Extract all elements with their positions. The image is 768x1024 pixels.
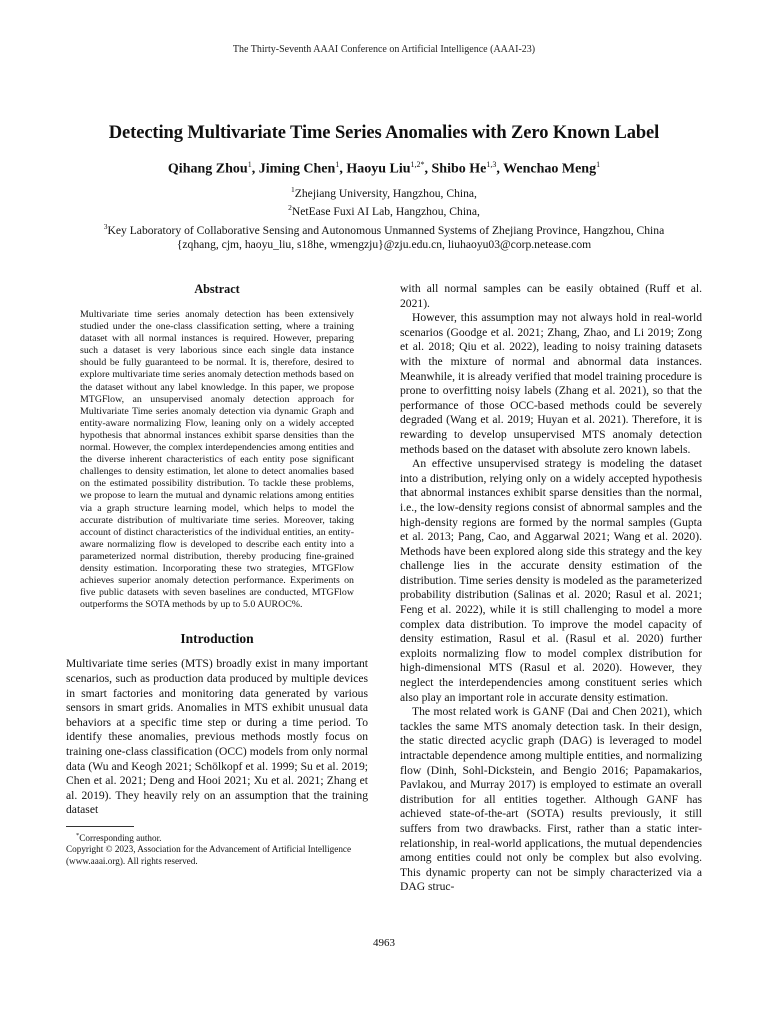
author-affiliation-mark: 1 <box>247 160 252 169</box>
author-name: Jiming Chen <box>258 161 336 177</box>
author-separator: , <box>496 161 504 177</box>
author-separator: , <box>251 161 259 177</box>
author-affiliation-mark: 1,3 <box>486 160 497 169</box>
affiliation-2: $^2$NetEase Fuxi AI Lab, Hangzhou, China, <box>288 203 480 219</box>
author-name: Wenchao Meng <box>503 161 597 177</box>
author-separator: , <box>339 161 347 177</box>
left-column <box>66 282 368 867</box>
corresponding-author-note: *Corresponding author. <box>76 831 162 843</box>
author-affiliation-mark: 1 <box>335 160 340 169</box>
author-name: Shibo He <box>431 161 487 177</box>
paper-title: Detecting Multivariate Time Series Anomalies with Zero Known Label <box>108 123 660 143</box>
body-paragraph: with all normal samples can be easily obtained (Ruff et al. 2021). <box>400 282 702 310</box>
introduction-paragraph: Multivariate time series (MTS) broadly exist in many important scenarios, such as production data produced by multiple devices in smart factories and monitoring data generated by various sensors in smart grids. Anomalies in MTS exhibit unusual data behaviors at a specific time step or during a time period. To identify these anomalies, previous methods mostly focus on training one-class classification (OCC) models from only normal data (Wu and Keogh 2021; Schölkopf et al. 1999; Su et al. 2019; Chen et al. 2021; Deng and Hooi 2021; Xu et al. 2021; Zhang et al. 2019). They heavily rely on an assumption that the training dataset <box>66 657 368 817</box>
right-column <box>400 282 702 895</box>
author-list <box>0 160 768 178</box>
introduction-heading: Introduction <box>180 631 254 647</box>
body-paragraph: The most related work is GANF (Dai and Chen 2021), which tackles the same MTS anomaly detection task. In their design, the static directed acyclic graph (DAG) is leveraged to model intractable dependence among multiple entities, and normalizing flow (Dinh, Sohl-Dickstein, and Bengio 2016; Papamakarios, Pavlakou, and Murray 2017) is employed to estimate an overall distribution for all entities together. Although GANF has achieved state-of-the-art (SOTA) results previously, it still suffers from two drawbacks. First, rather than a static inter-relationship, in real-world applications, the mutual dependencies among entities could not only be complex but also evolving. This dynamic property can not be simply characterized via a DAG struc- <box>400 705 702 894</box>
abstract-text: Multivariate time series anomaly detection has been extensively studied under the one-class classification setting, where a training dataset with all normal instances is required. However, preparing such a dataset is very laborious since each single data instance should be fully guaranteed to be normal. It is, therefore, desired to explore multivariate time series anomaly detection methods based on the dataset without any label knowledge. In this paper, we propose MTGFlow, an unsupervised anomaly detection approach for Multivariate Time series anomaly detection via dynamic Graph and entity-aware normalizing Flow, leaning only on a widely accepted hypothesis that abnormal instances exhibit sparse densities than the normal. However, the complex interdependencies among entities and the diverse inherent characteristics of each entity pose significant challenges to density estimation, let alone to detect anomalies based on the estimated possibility distribution. To tackle these problems, we propose to learn the mutual and dynamic relations among entities via a graph structure learning model, which helps to model the accurate distribution of multivariate time series. Moreover, taking account of distinct characteristics of the individual entities, an entity-aware normalizing flow is developed to describe each entity into a parameterized normal distribution, thereby producing fine-grained density estimation. Incorporating these two strategies, MTGFlow achieves superior anomaly detection performance. Experiments on five public datasets with seven baselines are conducted, MTGFlow outperforms the SOTA methods by up to 5.0 AUROC%. <box>80 309 354 611</box>
author-affiliation-mark: 1 <box>596 160 601 169</box>
abstract-heading: Abstract <box>194 282 240 296</box>
author-separator: , <box>424 161 432 177</box>
author-name: Haoyu Liu <box>346 161 411 177</box>
affiliations <box>0 183 768 253</box>
affiliation-1: $^1$Zhejiang University, Hangzhou, China, <box>291 185 477 200</box>
conference-header: The Thirty-Seventh AAAI Conference on Artificial Intelligence (AAAI-23) <box>232 44 536 55</box>
author-emails: {zqhang, cjm, haoyu_liu, s18he, wmengzju}@zju.edu.cn, liuhaoyu03@corp.netease.com <box>176 238 592 252</box>
author-affiliation-mark: 1,2* <box>410 160 425 169</box>
author-name: Qihang Zhou <box>167 161 248 177</box>
copyright-note: Copyright © 2023, Association for the Advancement of Artificial Intelligence (www.aaai.org). All rights reserved. <box>66 844 352 866</box>
footnote-divider <box>66 826 134 827</box>
page-number: 4963 <box>373 937 395 949</box>
body-paragraph: However, this assumption may not always hold in real-world scenarios (Goodge et al. 2021; Zhang, Zhao, and Li 2019; Zong et al. 2018; Qiu et al. 2022), leading to noisy training datasets with the mixture of normal and abnormal data instances. Meanwhile, it is already verified that model training procedure is prone to overfitting noisy labels (Zhang et al. 2021), so that the performance of those OCC-based methods could be severely degraded (Wang et al. 2019; Huyan et al. 2021). Therefore, it is rewarding to develop unsupervised MTS anomaly detection methods based on the dataset with absolute zero known labels. <box>400 311 702 456</box>
body-paragraph: An effective unsupervised strategy is modeling the dataset into a distribution, relying only on a widely accepted hypothesis that abnormal instances exhibit sparse densities than the normal, i.e., the low-density regions consist of abnormal samples and the high-density regions are formed by the normal samples (Gupta et al. 2013; Pang, Cao, and Aggarwal 2021; Wang et al. 2020). Methods have been explored along side this strategy and the key challenge lies in the accurate density estimation of the distribution. Time series density is modeled as the parameterized probability distribution (Salinas et al. 2020; Rasul et al. 2021; Feng et al. 2022), while it is still challenging to model a more complex data distribution. To improve the model capacity of density estimation, Rasul et al. (Rasul et al. 2020) further exploits normalizing flow to model complex distribution for high-dimensional MTS (Rasul et al. 2020). However, they neglect the interdependencies among constituent series which also play an important role in accurate density estimation. <box>400 457 702 704</box>
affiliation-3: $^3$Key Laboratory of Collaborative Sensing and Autonomous Unmanned Systems of Zhejiang Province, Hangzhou, China <box>103 221 665 237</box>
